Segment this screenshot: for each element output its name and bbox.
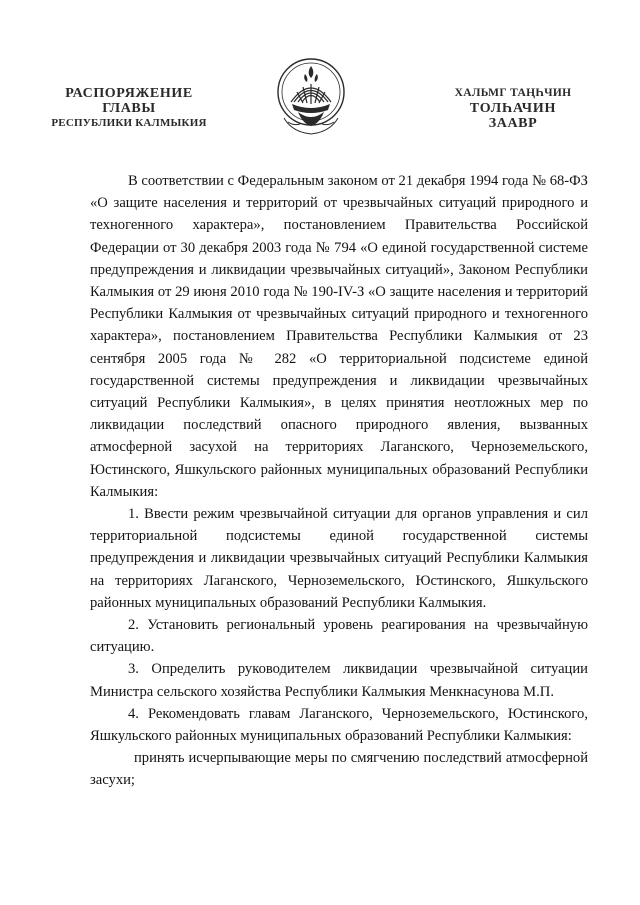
header-doc-type-kalmyk: ЗААВР xyxy=(488,116,538,131)
kalmykia-coat-of-arms-icon xyxy=(272,52,350,138)
order-item-2: 2. Установить региональный уровень реагирования на чрезвычайную ситуацию. xyxy=(90,617,588,656)
order-body xyxy=(90,170,588,792)
order-item-4-subitem: принять исчерпывающие меры по смягчению последствий атмосферной засухи; xyxy=(90,750,588,789)
order-item-3: 3. Определить руководителем ликвидации чрезвычайной ситуации Министра сельского хозяйства Республики Калмыкия Менкнасунова М.П. xyxy=(90,661,588,700)
order-item-1: 1. Ввести режим чрезвычайной ситуации для органов управления и сил территориальной подсистемы единой государственной системы предупреждения и ликвидации чрезвычайных ситуаций Республики Калмыкия на территориях Лаганского, Черноземельского, Юстинского, Яшкульского районных муниципальных образований Республики Калмыкия. xyxy=(90,506,588,611)
order-item-4: 4. Рекомендовать главам Лаганского, Черноземельского, Юстинского, Яшкульского районных муниципальных образований Республики Калмыкия: xyxy=(90,705,588,745)
header-subtitle-kalmyk: ТОЛҺАЧИН xyxy=(469,101,557,116)
preamble-paragraph: В соответствии с Федеральным законом от 21 декабря 1994 года № 68-ФЗ «О защите населения и территорий от чрезвычайных ситуаций природного и техногенного характера», постановлением Правительства Российской Федерации от 30 декабря 2003 года № 794 «О единой государственной системе предупреждения и ликвидации чрезвычайных ситуаций», Законом Республики Калмыкия от 29 июня 2010 года № 190-IV-З «О защите населения и территорий Республики Калмыкия от чрезвычайных ситуаций природного и техногенного характера», постановлением Правительства Республики Калмыкия от 23 сентября 2005 года № 282 «О территориальной подсистеме единой государственной системы предупреждения и ликвидации чрезвычайных ситуаций Республики Калмыкия», в целях принятия неотложных мер по ликвидации последствий опасного природного явления, вызванных атмосферной засухой на территориях Лаганского, Черноземельского, Юстинского, Яшкульского районных муниципальных образований Республики Калмыкия: xyxy=(90,173,588,500)
header-republic: РЕСПУБЛИКИ КАЛМЫКИЯ xyxy=(51,117,207,129)
issuer-header-russian xyxy=(34,86,224,131)
header-subtitle: ГЛАВЫ xyxy=(102,101,156,116)
header-title: РАСПОРЯЖЕНИЕ xyxy=(65,86,193,101)
header-title-kalmyk: ХАЛЬМГ ТАҢҺЧИН xyxy=(454,87,572,99)
issuer-header-kalmyk xyxy=(418,86,608,131)
